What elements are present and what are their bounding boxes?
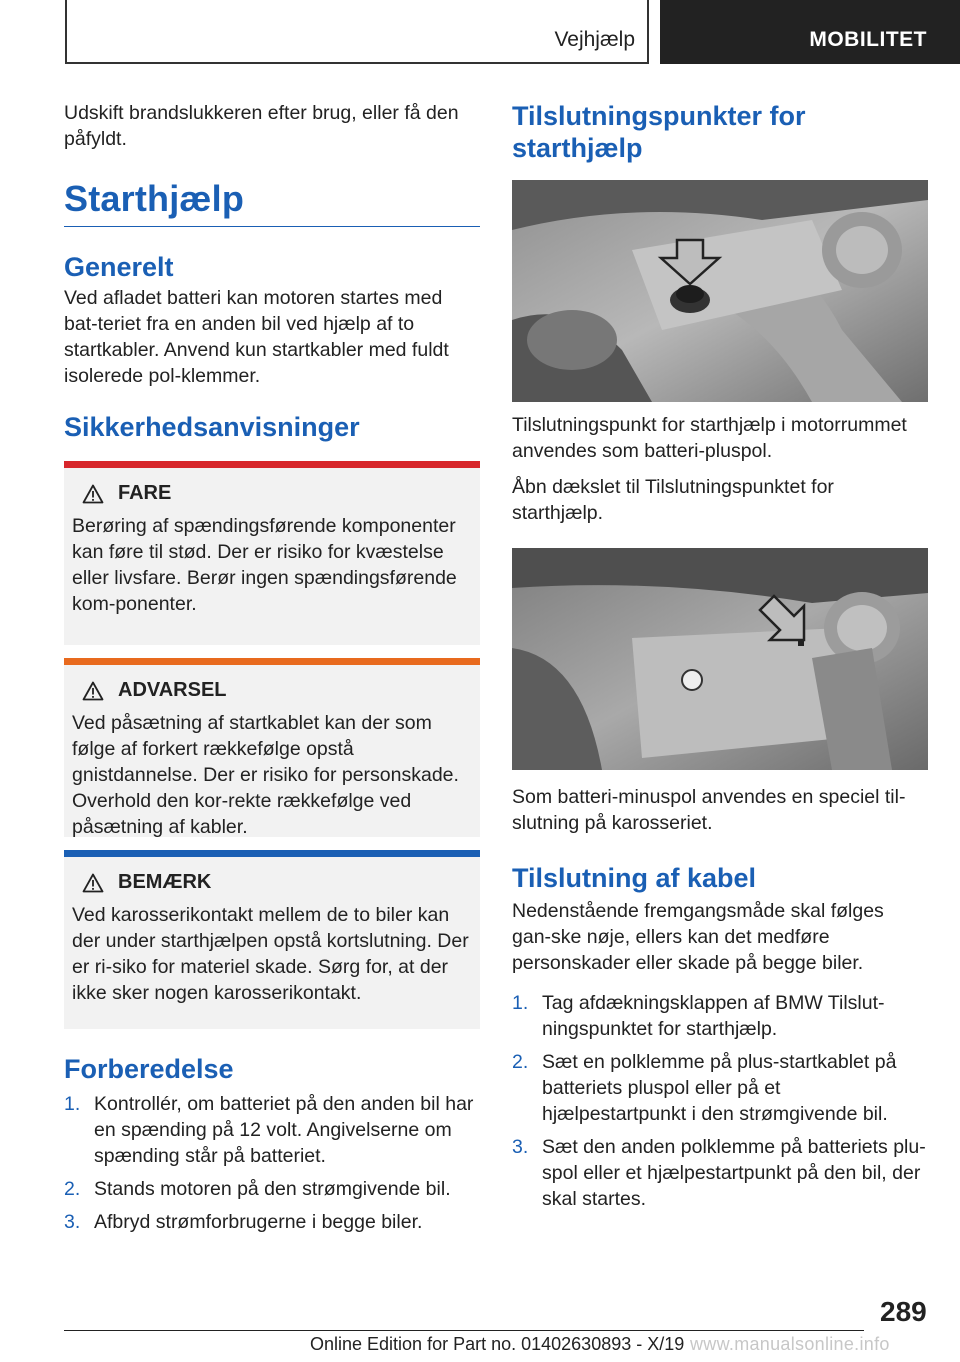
warning-bar-notice	[64, 850, 480, 857]
list-item: 3. Sæt den anden polklemme på batteriets plu‐spol eller et hjælpestartpunkt på den bil, der skal startes.	[512, 1136, 926, 1210]
list-item: 1. Tag afdækningsklappen af BMW Tilslut‐ningspunktet for starthjælp.	[512, 992, 885, 1040]
left-column	[64, 100, 480, 1242]
warning-level-warning: ADVARSEL	[118, 679, 227, 701]
cable-heading: Tilslutning af kabel	[512, 863, 757, 893]
page-title: Starthjælp	[64, 178, 480, 227]
warning-text-danger: Berøring af spændingsførende komponenter kan føre til stød. Der er risiko for kvæstelse eller livsfare. Berør ingen spændingsførende kom‐ponenter.	[72, 515, 457, 615]
list-item: 3. Afbryd strømforbrugerne i begge biler.	[64, 1211, 423, 1233]
list-item: 2. Stands motoren på den strømgivende bil.	[64, 1178, 451, 1200]
warning-triangle-icon	[82, 484, 104, 504]
warning-box-notice	[64, 850, 480, 1029]
intro-text: Udskift brandslukkeren efter brug, eller få den påfyldt.	[64, 102, 459, 150]
prep-steps	[64, 1091, 480, 1235]
watermark-text: www.manualsonline.info	[690, 1334, 890, 1354]
prep-heading: Forberedelse	[64, 1054, 234, 1084]
warning-triangle-icon	[82, 681, 104, 701]
list-item: 2. Sæt en polklemme på plus-startkablet på batteriets pluspol eller på et hjælpestartpunkt i den strømgivende bil.	[512, 1051, 897, 1125]
list-item: 1. Kontrollér, om batteriet på den anden bil har en spænding på 12 volt. Angivelserne om spænding står på batteriet.	[64, 1093, 474, 1167]
warning-triangle-icon	[82, 873, 104, 893]
header-section-tab	[65, 0, 649, 64]
warning-level-notice: BEMÆRK	[118, 871, 212, 893]
safety-heading: Sikkerhedsanvisninger	[64, 412, 360, 442]
engine-bay-photo-positive	[512, 180, 928, 402]
warning-level-danger: FARE	[118, 482, 172, 504]
warning-text-notice: Ved karosserikontakt mellem de to biler kan der under starthjælpen opstå kortslutning. Der er ri‐siko for materiel skade. Sørg for, at der ikke sker nogen karosserikontakt.	[72, 904, 469, 1004]
header-chapter-tab	[660, 0, 960, 64]
header-chapter-label: MOBILITET	[809, 28, 927, 51]
general-heading: Generelt	[64, 252, 174, 282]
warning-bar-danger	[64, 461, 480, 468]
caption-open-cover: Åbn dækslet til Tilslutningspunktet for starthjælp.	[512, 476, 834, 524]
cable-text: Nedenstående fremgangsmåde skal følges gan‐ske nøje, ellers kan det medføre personskader eller skade på begge biler.	[512, 900, 884, 974]
warning-box-warning	[64, 658, 480, 837]
right-column	[512, 100, 928, 1219]
footer-divider	[64, 1330, 864, 1331]
warning-bar-warning	[64, 658, 480, 665]
general-text: Ved afladet batteri kan motoren startes med bat‐teriet fra en anden bil ved hjælp af to startkabler. Anvend kun startkabler med fuldt isolerede pol‐klemmer.	[64, 287, 449, 387]
footer-edition: Online Edition for Part no. 01402630893 - X/19	[310, 1334, 685, 1354]
header-section-label: Vejhjælp	[554, 28, 635, 51]
connection-points-heading: Tilslutningspunkter for starthjælp	[512, 101, 806, 163]
warning-box-danger	[64, 461, 480, 645]
warning-text-warning: Ved påsætning af startkablet kan der som følge af forkert rækkefølge opstå gnistdannelse. Der er risiko for personskade. Overhold den kor‐rekte rækkefølge ved påsætning af kabler.	[72, 712, 459, 838]
caption-negative: Som batteri-minuspol anvendes en speciel til‐slutning på karosseriet.	[512, 786, 906, 834]
cable-steps	[512, 990, 928, 1212]
engine-bay-photo-negative	[512, 548, 928, 770]
page-number: 289	[880, 1296, 927, 1327]
caption-positive: Tilslutningspunkt for starthjælp i motorrummet anvendes som batteri-pluspol.	[512, 414, 907, 462]
